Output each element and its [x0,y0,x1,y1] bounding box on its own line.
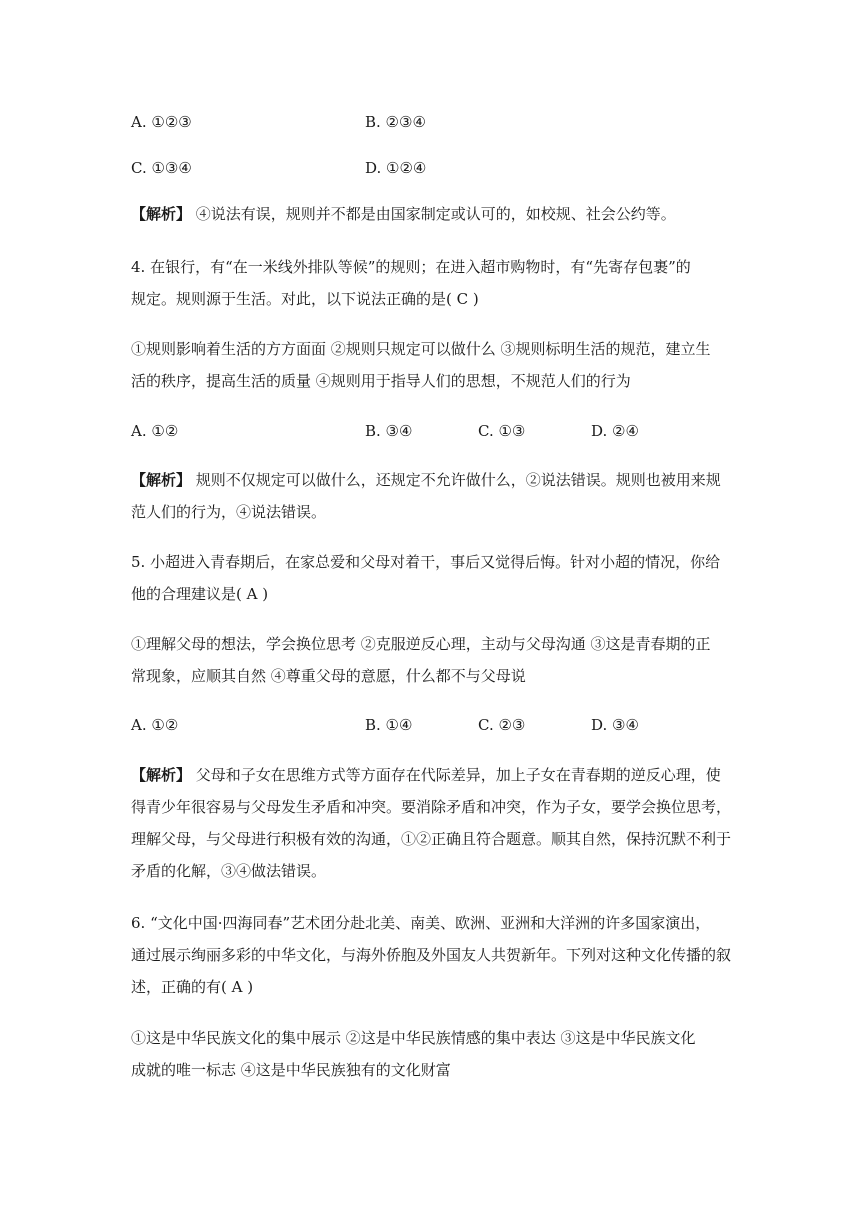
q5-option-d: D. ③④ [591,716,639,734]
q5-analysis-line-4: 矛盾的化解，③④做法错误。 [131,862,327,880]
q6-stem-line-2: 通过展示绚丽多彩的中华文化，与海外侨胞及外国友人共贺新年。下列对这种文化传播的叙 [131,946,732,964]
q4-stem-line-1: 4. 在银行，有“在一米线外排队等候”的规则；在进入超市购物时，有“先寄存包裹”的 [131,258,691,276]
q5-analysis-text: 父母和子女在思维方式等方面存在代际差异，加上子女在青春期的逆反心理，使 [191,766,721,784]
q4-analysis-tag: 【解析】 [131,471,192,489]
q3-analysis [131,203,676,225]
q4-option-a: A. ①② [131,422,179,440]
q4-statements-line-1: ①规则影响着生活的方方面面 ②规则只规定可以做什么 ③规则标明生活的规范，建立生 [131,340,711,358]
q5-option-b: B. ①④ [365,716,413,734]
q5-option-a: A. ①② [131,716,179,734]
q4-option-c: C. ①③ [478,422,526,440]
q5-analysis-line-2: 得青少年很容易与父母发生矛盾和冲突。要消除矛盾和冲突，作为子女，要学会换位思考， [131,798,732,816]
q3-option-c: C. ①③④ [131,159,192,177]
q3-option-d: D. ①②④ [365,159,427,177]
q6-stem-line-3: 述，正确的有( A ) [131,978,254,996]
q5-option-c: C. ②③ [478,716,526,734]
q4-stem-line-2: 规定。规则源于生活。对此，以下说法正确的是( C ) [131,290,479,308]
q4-analysis-line-2: 范人们的行为，④说法错误。 [131,503,327,521]
q5-statements-line-2: 常现象，应顺其自然 ④尊重父母的意愿，什么都不与父母说 [131,667,526,685]
q6-stem-line-1: 6. “文化中国·四海同春”艺术团分赴北美、南美、欧洲、亚洲和大洋洲的许多国家演出， [131,914,711,932]
q5-statements-line-1: ①理解父母的想法，学会换位思考 ②克服逆反心理，主动与父母沟通 ③这是青春期的正 [131,635,711,653]
q3-option-a: A. ①②③ [131,113,192,131]
q4-option-d: D. ②④ [591,422,639,440]
q3-analysis-text: ④说法有误，规则并不都是由国家制定或认可的，如校规、社会公约等。 [191,205,676,223]
q5-analysis-tag: 【解析】 [131,766,192,784]
q5-analysis-line-1 [131,764,721,786]
q4-analysis-line-1 [131,469,721,491]
q3-analysis-tag: 【解析】 [131,205,192,223]
q6-statements-line-1: ①这是中华民族文化的集中展示 ②这是中华民族情感的集中表达 ③这是中华民族文化 [131,1029,696,1047]
q4-analysis-text: 规则不仅规定可以做什么，还规定不允许做什么，②说法错误。规则也被用来规 [191,471,721,489]
q4-statements-line-2: 活的秩序，提高生活的质量 ④规则用于指导人们的思想，不规范人们的行为 [131,372,631,390]
q5-analysis-line-3: 理解父母，与父母进行积极有效的沟通，①②正确且符合题意。顺其自然，保持沉默不利于 [131,830,732,848]
q4-option-b: B. ③④ [365,422,413,440]
q5-stem-line-2: 他的合理建议是( A ) [131,585,269,603]
q6-statements-line-2: 成就的唯一标志 ④这是中华民族独有的文化财富 [131,1061,451,1079]
q3-option-b: B. ②③④ [365,113,426,131]
q5-stem-line-1: 5. 小超进入青春期后，在家总爱和父母对着干，事后又觉得后悔。针对小超的情况，你给 [131,553,721,571]
